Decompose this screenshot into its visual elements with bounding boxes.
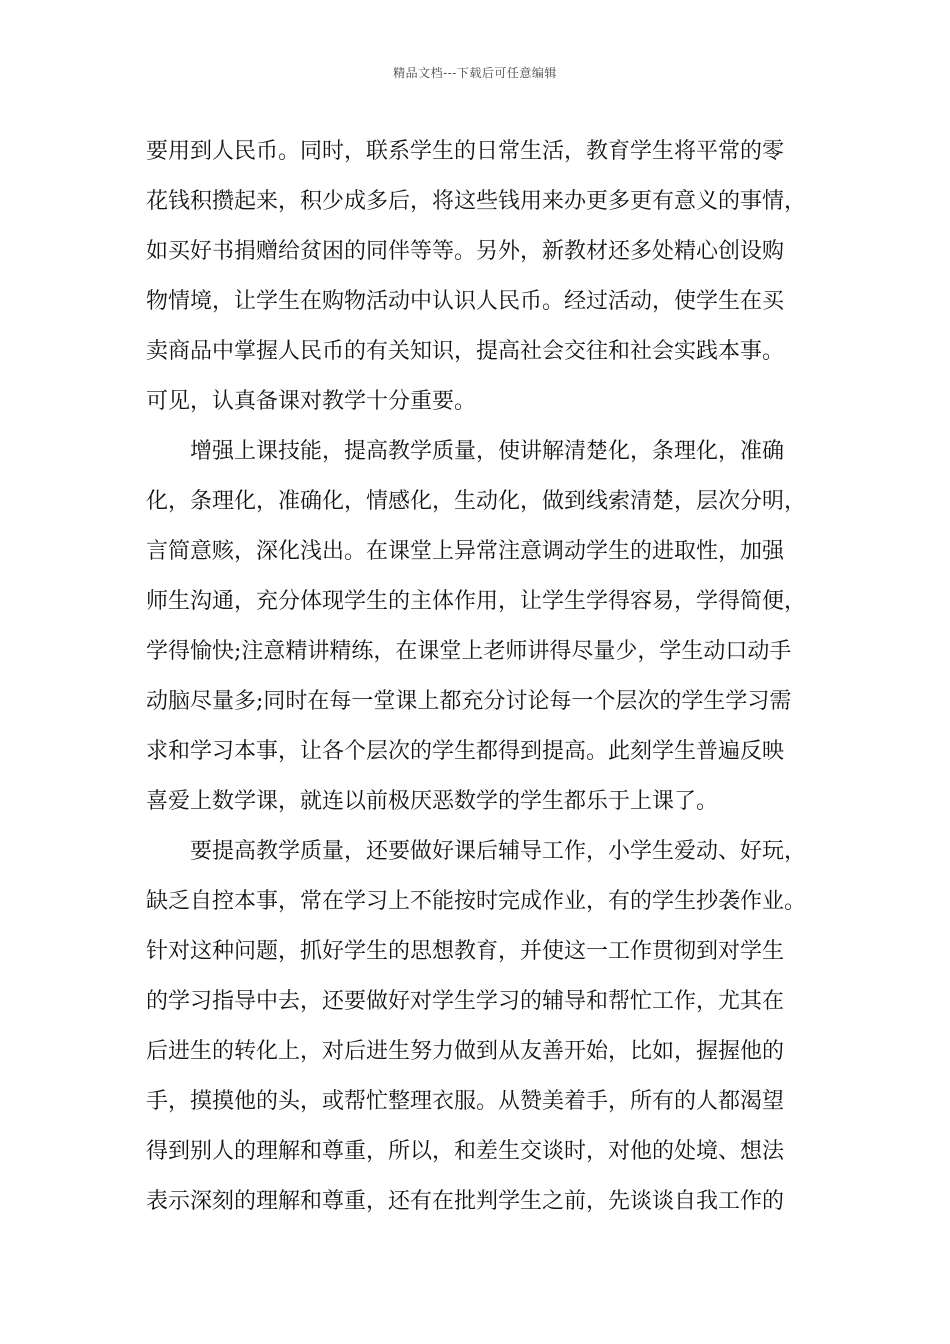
text-line: 要用到人民币。同时，联系学生的日常生活，教育学生将平常的零: [146, 139, 785, 164]
text-line: 后进生的转化上，对后进生努力做到从友善开始，比如，握握他的: [146, 1039, 785, 1064]
paragraph-3: [146, 830, 826, 1230]
document-body: [146, 130, 826, 1230]
text-line: 化，条理化，准确化，情感化，生动化，做到线索清楚，层次分明，: [146, 489, 807, 514]
text-line: 得到别人的理解和尊重，所以，和差生交谈时，对他的处境、想法: [146, 1139, 785, 1164]
text-line: 的学习指导中去，还要做好对学生学习的辅导和帮忙工作，尤其在: [146, 989, 785, 1014]
text-line: 言简意赅，深化浅出。在课堂上异常注意调动学生的进取性，加强: [146, 539, 785, 564]
text-line: 求和学习本事，让各个层次的学生都得到提高。此刻学生普遍反映: [146, 739, 785, 764]
text-line: 卖商品中掌握人民币的有关知识，提高社会交往和社会实践本事。: [146, 339, 785, 364]
text-line: 师生沟通，充分体现学生的主体作用，让学生学得容易，学得简便，: [146, 589, 807, 614]
text-line: 表示深刻的理解和尊重，还有在批判学生之前，先谈谈自我工作的: [146, 1189, 785, 1214]
text-line: 动脑尽量多;同时在每一堂课上都充分讨论每一个层次的学生学习需: [146, 689, 792, 714]
paragraph-2: [146, 430, 826, 830]
paragraph-1: [146, 130, 826, 430]
text-line: 针对这种问题，抓好学生的思想教育，并使这一工作贯彻到对学生: [146, 939, 785, 964]
text-line-first: 要提高教学质量，还要做好课后辅导工作，小学生爱动、好玩，: [190, 839, 807, 864]
text-line: 可见，认真备课对教学十分重要。: [146, 389, 477, 414]
text-line: 喜爱上数学课，就连以前极厌恶数学的学生都乐于上课了。: [146, 789, 719, 814]
text-line: 物情境，让学生在购物活动中认识人民币。经过活动，使学生在买: [146, 289, 785, 314]
text-line: 缺乏自控本事，常在学习上不能按时完成作业，有的学生抄袭作业。: [146, 889, 807, 914]
text-line: 花钱积攒起来，积少成多后，将这些钱用来办更多更有意义的事情，: [146, 189, 807, 214]
text-line-first: 增强上课技能，提高教学质量，使讲解清楚化，条理化，准确: [190, 439, 785, 464]
text-line: 手，摸摸他的头，或帮忙整理衣服。从赞美着手，所有的人都渴望: [146, 1089, 785, 1114]
text-line: 学得愉快;注意精讲精练，在课堂上老师讲得尽量少，学生动口动手: [146, 639, 792, 664]
page-header: 精品文档---下载后可任意编辑: [393, 66, 557, 80]
text-line: 如买好书捐赠给贫困的同伴等等。另外，新教材还多处精心创设购: [146, 239, 785, 264]
